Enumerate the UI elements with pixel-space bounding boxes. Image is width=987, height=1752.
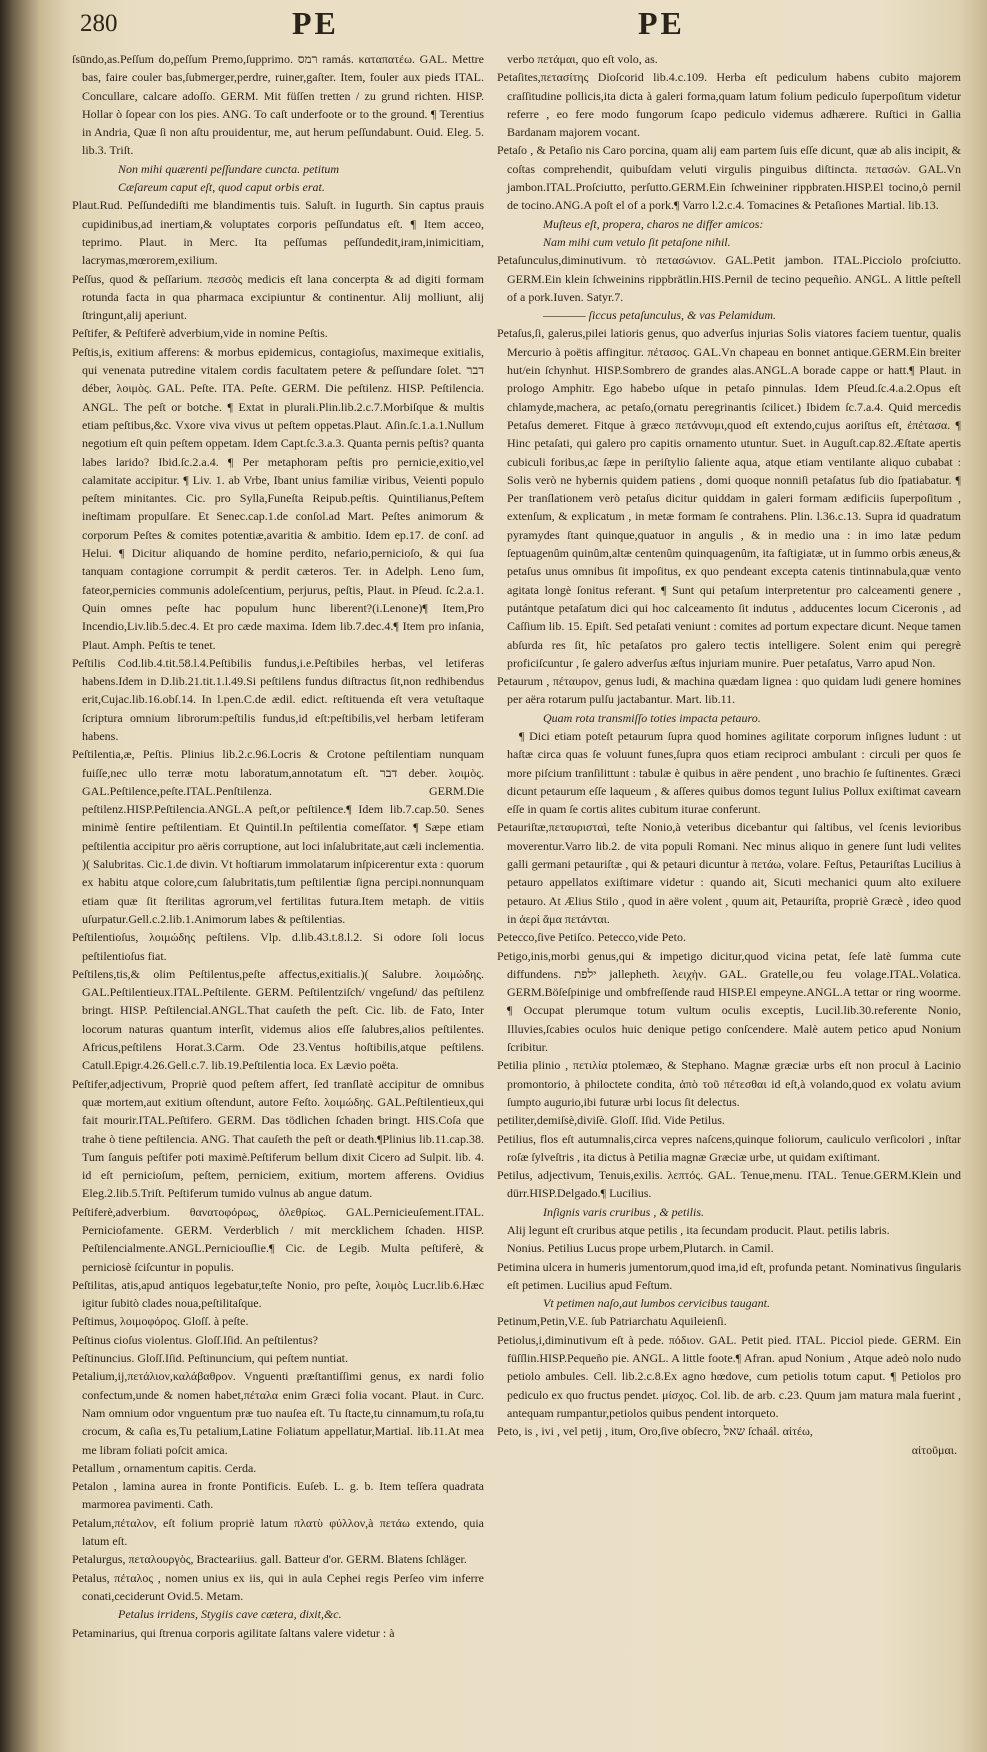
dictionary-entry: Petimina ulcera in humeris jumentorum,quod ima,id eſt, profunda petant. Nominativus ſingularis eſt petimen. Lucilius apud Feſtum. [497, 1259, 961, 1292]
verse-line: Petalus irridens, Stygiis cave cætera, dixit,&c. [118, 1607, 342, 1622]
verse-line: Inſignis varis cruribus , & petilis. [543, 1204, 705, 1219]
page-number: 280 [80, 10, 118, 37]
dictionary-entry: Peſtifer, & Peſtiferè adverbium,vide in nomine Peſtis. [72, 326, 328, 341]
dictionary-entry: Petalus, πέταλος , nomen unius ex iis, qui in aula Cephei regis Perſeo vim inferre conati,ceciderunt Ovid.5. Metam. [72, 1570, 484, 1603]
dictionary-entry: Petaſites,πετασίτης Dioſcorid lib.4.c.109. Herba eſt pediculum habens cubito majorem craſſitudine pollicis,ita dicta à galeri forma,quam latum folium pediculo ſuperpoſitum videtur referre , eo fere modo fungorum ſcapo pediculo videmus adhærere. Ruſtici in Gallia Bardanam majorem vocant. [497, 70, 961, 140]
verse-line: Nam mihi cum vetulo ſit petaſone nihil. [543, 234, 731, 249]
dictionary-entry: Peſtis,is, exitium afferens: & morbus epidemicus, contagioſus, maximeque exitialis, qui venenata putredine vitalem cordis facultatem petere & peſſundare ſolet. דבר déber, λοιμὸς. GAL. Peſte. ITA. Peſte. GERM. Die peſtilenz. HISP. Peſtilencia. ANGL. The peſt or botche. ¶ Extat in plurali.Plin.lib.2.c.7.Morbiſque & multis etiam peſtibus,&c. Vxore viva vivus ut peſtem oppetas.Plaut. Aſin.ſc.1.a.1.Nullum negotium eſt quin peſtem oppetam. Idem Capt.ſc.3.a.3. Quanta pernis peſtis? quanta labes larido? Ibid.ſc.2.a.4. ¶ Per metaphoram peſtis pro pernicie,exitio,vel calamitate accipitur. ¶ Liv. 1. ab Vrbe, Ibant unius familiæ viribus, Veienti populo peſtem minitantes. Cic. pro Sylla,Funeſta Reipub.peſtis. Quintilianus,Peſtem ineſtimam propulſare. Et Senec.cap.1.de conſol.ad Mart. Peſtes animorum & corporum Peſtes & comites potentiæ,avaritia & ambitio. Idem ep.17. de conſ. ad Helui. ¶ Dicitur aliquando de homine perdito, nefario,pernicioſo, & qui ſua tanquam contagione corrumpit & perdit cæteros. Ter. in Adelph. Leno ſum, fateor,pernicies communis adoleſcentium, perjurus, peſtis, Plaut. in Pſeud. ſc.2.a.1. Quin omnes peſte hac populum hunc liberent?(i.Lenone)¶ Item,Pro Incendio,Liv.lib.5.dec.4. Et pro cæde maxima. Idem lib.7.dec.4.¶ Item pro inſania, Plaut. Amph. Peſtis te tenet. [72, 344, 484, 652]
dictionary-entry: Plaut.Rud. Peſſundediſti me blandimentis tuis. Saluſt. in Iugurth. Sin captus prauis cupidinibus,ad inertiam,& voluptates corporis peſſundatus eſt. ¶ Item acceo, teprimo. Plaut. in Merc. Ita peſſumas peſſundedit,iram,inimicitiam, lacrymas,mœrorem,exilium. [72, 198, 484, 268]
dictionary-entry: αἰτοῦμαι. [911, 1442, 957, 1457]
verse-line: Non mihi quærenti peſſundare cuncta. petitum [118, 161, 340, 176]
dictionary-entry: Peſtiferè,adverbium. θανατοφόρως, ὀλεθρίως. GAL.Pernicieuſement.ITAL. Perniciofamente. GERM. Verderblich / mit mercklichem ſchaden. HISP. Peſtilencialmente.ANGL.Perniciouſlie.¶ Cic. de Legib. Multa peſtiferè, & perniciosè ſciſcuntur in populis. [72, 1204, 484, 1274]
dictionary-entry: Petilia plinio , πετιλία ptolemæo, & Stephano. Magnæ græciæ urbs eſt non procul à Lacinio promontorio, à philoctete condita, ἀπὸ τοῦ πέτεσθαι id eſt,à volando,quod ex volatu avium ſumpto augurio,ibi futuræ urbi locus ſit delectus. [497, 1058, 961, 1109]
dictionary-entry: Petecco,ſive Petiſco. Petecco,vide Peto. [497, 930, 686, 945]
dictionary-entry: Petalium,ij,πετάλιον,καλάβαθρον. Vnguenti præſtantiſſimi genus, ex nardi folio confectum,unde & nomen habet,πέταλα enim Græci folia vocant. Plaut. in Curc. Nam omnium odor vnguentum præ tuo nauſea eſt. Tu ſtacte,tu cinnamum,tu roſa,tu crocum, & caſia es,Tu petalium,Latine Foliatum appellatur,Martial. lib.11.At mea me libram foliati poſcit amica. [72, 1369, 484, 1457]
verse-line: Vt petimen naſo,aut lumbos cervicibus taugant. [543, 1296, 770, 1311]
verse-line: Muſteus eſt, propera, charos ne differ amicos: [543, 216, 764, 231]
dictionary-entry: Petigo,inis,morbi genus,qui & impetigo dicitur,quod vicina petat, ſeſe latè ſumma cute diffundens. ילפת jallepheth. λειχὴν. GAL. Gratelle,ou feu volage.ITAL.Volatica. GERM.Böſeſpinige und ombfreſſende raud HISP.El empeyne.ANGL.A tettar or ring woorme. ¶ Occupat plerumque totum vultum oculis exceptis, Lucil.lib.30.referente Nonio, Illuvies,ſcabies oculos huic denique petigo conſcendere. Malè autem petico apud Nonium ſcribitur. [497, 948, 961, 1055]
dictionary-entry: Petalum,πέταλον, eſt folium propriè latum πλατὺ φύλλον,à πετάω extendo, quia latum eſt. [72, 1515, 484, 1549]
dictionary-entry: petiliter,demiſsè,diviſè. Gloſſ. Iſid. Vide Petilus. [497, 1113, 725, 1128]
dictionary-entry: Petalon , lamina aurea in fronte Pontificis. Euſeb. L. g. b. Item teſſera quadrata marmorea pavimenti. Cath. [72, 1479, 484, 1512]
dictionary-entry: Alij legunt eſt cruribus atque petilis , ita ſecundam producit. Plaut. petilis labris. [507, 1223, 890, 1237]
dictionary-entry: ſsūndo,as.Peſſum do,peſſum Premo,ſupprimo. רמס ramás. καταπατέω. GAL. Mettre bas, faire couler bas,ſubmerger,perdre, ruiner,gaſter. Item, fouler aux pieds ITAL. Concullare, calcare adoſſo. GERM. Mit füſſen tretten / zu grund richten. HISP. Hollar ò ſopear con los pies. ANG. To caſt underfoote or to the ground. ¶ Terentius in Andria, Quæ ſi non aſtu prouidentur, me, aut herum peſſundabunt. Ouid. Eleg. 5. lib.3. Triſt. [72, 52, 484, 158]
dictionary-entry: Petinum,Petin,V.E. ſub Patriarchatu Aquileienſi. [497, 1314, 727, 1329]
dictionary-entry: Peſtinuncius. Gloſſ.Iſid. Peſtinuncium, qui peſtem nuntiat. [72, 1351, 348, 1366]
dictionary-entry: Peſtilentioſus, λοιμώδης peſtilens. Vlp. d.lib.43.t.8.l.2. Si odore ſoli locus peſtilentioſus fiat. [72, 930, 484, 963]
dictionary-entry: Peſtilens,tis,& olim Peſtilentus,peſte affectus,exitialis.)( Salubre. λοιμώδης. GAL.Peſtilentieux.ITAL.Peſtilente. GERM. Peſtilentziſch/ vngeſund/ das peſtilenz bringt. HISP. Peſtilencial.ANGL.That cauſeth the peſt. Cic. lib. de Fato, Inter locorum naturas quantum interſit, videmus alios eſſe ſalubres,alios peſtilentes. Africus,peſtilens Horat.3.Carm. Ode 23.Ventus hoſtibilis,atque peſtilens. Catull.Epigr.4.26.Gell.c.7. lib.19.Peſtilentia loca. Ex Lævio poëta. [72, 966, 484, 1073]
dictionary-entry: Peſtilitas, atis,apud antiquos legebatur,teſte Nonio, pro peſte, λοιμὸς Lucr.lib.6.Hæc igitur ſubitò clades noua,peſtilitaſque. [72, 1277, 484, 1311]
running-head-left: PE [292, 5, 339, 41]
dictionary-entry: Peſſus, quod & peſſarium. πεσσὸς medicis eſt lana concerpta & ad digiti formam rotunda facta in qua pharmaca excipiuntur & continentur. Alij molliunt, alij ſtringunt,alij aperiunt. [72, 271, 484, 323]
verse-line: Cæſareum caput eſt, quod caput orbis erat. [118, 180, 325, 195]
dictionary-entry: Peſtilis Cod.lib.4.tit.58.l.4.Peſtibilis fundus,i.e.Peſtibiles herbas, vel letiferas habens.Idem in D.lib.21.tit.1.l.49.Si peſtilens fundus diſtractus ſit,non redhibendus erit,Cujac.lib.16.obſ.14. In l.pen.C.de ædil. edict. reſtituenda eſt vera vetuſtaque ſcriptura omnium librorum:peſtilis fundus,id eſt:peſtibilis,vel herbam letiferam habens. [72, 655, 484, 743]
dictionary-entry: Peſtinus cioſus violentus. Gloſſ.Iſid. An peſtilentus? [72, 1332, 318, 1347]
running-head-right: PE [638, 5, 685, 41]
dictionary-entry: Petaſus,ſi, galerus,pilei latioris genus, quo adverſus injurias Solis viatores faciem tuentur, qualis Mercurio à poëtis affingitur. πέτασος. GAL.Vn chapeau en bonnet antique.GERM.Ein breiter hut/ein ſchynhut. HISP.Sombrero de grandes alas.ANGL.A borade cappe or hatt.¶ Plaut. in prologo Amphitr. Ego habebo uſque in petaſo pinnulas. Idem Pſeud.ſc.4.a.2.Opus eſt chlamyde,machera, ac petaſo,(ornatu peregrinantis ſcilicet.) Ibidem ſc.7.a.4. Quid mercedis Petaſus demeret. Fitque à græco πετάννυμι,quod eſt extendo,cujus aoriſtus eſt, ἐπέτασα. ¶ Hinc petaſati, qui galero pro capitis ornamento utuntur. Suet. in Auguſt.cap.82.Æſtate apertis cubiculi foribus,ac ſæpe in periſtylio ſaliente aqua, atque etiam ventilante aliquo cubabat : Solis verò ne hybernis quidem patiens , domi quoque nonniſi petaſatus ſub dio ſpatiabatur. ¶ Per tranſlationem verò petaſus dicitur quiddam in galeri formam ædificiis ſuperpoſitum , extenſum, & explicatum , in metæ formam ſe contrahens. Plin. l.36.c.13. Supra id quadratum pyramydes ſtant quinque,quatuor in angulis , & in medio una : in imo latæ pedum ſeptuagenûm quinûm,altæ centenûm quinquagenûm, ita faſtigiatæ, ut in ſummo orbis æneus,& petaſus unus omnibus ſit impoſitus, ex quo pendeant excepta catenis tintinnabula,quæ vento agitata longè ſonitus referant. ¶ Sunt qui petaſum interpretentur pro calceamenti genere , putántque petaſatum dici qui hoc calceamento ſit indutus , adducentes locum Ciceronis , ad Caſſium lib. 15. Epiſt. Sed petaſati veniunt : comites ad portum expectare dicunt. Neque tamen abſurda res ſit, hîc petaſatos pro galero tectis intelligere. Solent enim qui peregrè proficiſcuntur , ſe galero adverſus æſtus injuriam munire. Puer petaſatus, Varro apud Non. [497, 326, 961, 670]
right-column [497, 50, 961, 1742]
dictionary-entry: Peto, is , ivi , vel petij , itum, Oro,ſive obſecro, שאל ſchaál. αἰτέω, [497, 1424, 813, 1439]
dictionary-entry: Petilus, adjectivum, Tenuis,exilis. λεπτός. GAL. Tenue,menu. ITAL. Tenue.GERM.Klein und dürr.HISP.Delgado.¶ Lucilius. [497, 1168, 961, 1201]
dictionary-entry: verbo πετάμαι, quo eſt volo, as. [507, 52, 658, 66]
dictionary-entry: Petallum , ornamentum capitis. Cerda. [72, 1460, 257, 1475]
dictionary-entry: Peſtifer,adjectivum, Propriè quod peſtem affert, ſed tranſlatè accipitur de omnibus quæ mortem,aut exitium oſtendunt, autore Feſto. λοιμώδης. GAL.Peſtilentieux,qui fait mourir.ITAL.Peſtifero. GERM. Das tödlichen ſchaden bringt. HIS.Coſa que trahe ò tiene peſtilencia. ANG. That cauſeth the peſt or death.¶Plinius lib.11.cap.38. Tum ſanguis peſtifer poti maximè.Peſtiferum bellum dixit Cicero ad Sulpit. lib. 4. id eſt pernicioſum, peſtem, perniciem, exitium, mortem afferens. Ovidius Eleg.2.lib.5.Triſt. Peſtiferum tumido vulnus ab angue datum. [72, 1076, 484, 1201]
dictionary-entry: Nonius. Petilius Lucus prope urbem,Plutarch. in Camil. [507, 1241, 774, 1256]
dictionary-entry: Petiolus,i,diminutivum eſt à pede. πόδιον. GAL. Petit pied. ITAL. Picciol piede. GERM. Ein füſſlin.HISP.Pequeño pie. ANGL. A little foote.¶ Afran. apud Nonium , Atque adeò nolo nudo petiolo ambules. Cell. lib.2.c.8.Ex agno hœdove, cum petiolis totum caput. ¶ Petiolos pro pediculo ex quo fructus pendet. μίσχος. Col. lib. de arb. c.23. Quum jam matura mala fuerint , antequam rumpantur,petiolos quibus pendent intorqueto. [497, 1332, 961, 1420]
verse-line: Quam rota transmiſſo toties impacta petauro. [543, 710, 761, 725]
left-column [72, 50, 484, 1742]
dictionary-entry: Petilius, flos eſt autumnalis,circa vepres naſcens,quinque foliorum, cauliculo verſicolori , inſtar roſæ ſylveſtris , ita dictus à Petilia magnæ Græciæ urbe, ut quidam exiſtimant. [497, 1131, 961, 1164]
dictionary-entry: Petaſunculus,diminutivum. τὸ πετασώνιον. GAL.Petit jambon. ITAL.Picciolo proſciutto. GERM.Ein klein ſchweinins rippbrätlin.HIS.Pernil de tecino pequeñio. ANGL. A little peſtell of a pork.Iuven. Satyr.7. [497, 253, 961, 304]
dictionary-entry: Petaminarius, qui ſtrenua corporis agilitate ſaltans valere videtur : à [72, 1625, 395, 1640]
dictionary-entry: Petauriſtæ,πεταυρισταὶ, teſte Nonio,à veteribus dicebantur qui ſaltibus, vel ſcenis levioribus moverentur.Varro lib.2. de vita populi Romani. Nec minus aliquo in genere ſunt ludi velites galli germani petauriſtæ , qui & petauri dicuntur à πετάω, volare. Feſtus, Petauriſtas Lucilius à petauro appellatos exiſtimare videtur : quando ait, Sicuti mechanici quum alto exiluere petauro. At Ælius Stilo , quod in aëre volent , quum ait, Petauriſta, propriè Græcè , ideo quod in ἀερί ἅμα πετάνται. [497, 820, 961, 926]
dictionary-entry: Petaurum , πέταυρον, genus ludi, & machina quædam lignea : quo quidam ludi genere homines per aëra rotarum pulſu jactabantur. Mart. lib.11. [497, 674, 961, 707]
verse-line: ———— ſiccus petaſunculus, & vas Pelamidum. [543, 308, 776, 323]
dictionary-entry: Petalurgus, πεταλουργὸς, Bracteariius. gall. Batteur d'or. GERM. Blatens ſchläger. [72, 1552, 467, 1567]
dictionary-entry: Petaſo , & Petaſio nis Caro porcina, quam alij eam partem ſuis eſſe dicunt, quæ ab alis incipit, & coſtas comprehendit, quibuſdam veluti virgulis pinguibus diſtincta. πετασών. GAL.Vn jambon.ITAL.Proſciutto, perſutto.GERM.Ein ſchweininer rippbraten.HISP.El tocino,ò pernil de tocino.ANG.A poſt el of a pork.¶ Varro l.2.c.4. Tomacines & Petaſiones Martial. lib.13. [497, 143, 961, 213]
dictionary-entry: ¶ Dici etiam poteſt petaurum ſupra quod homines agilitate corporum inſignes ludunt : ut haſtæ circa quas ſe voluunt funes,ſupra quos etiam reciproci ambulant : circuli per quos ſe more piſcium tranſilittunt : tabulæ è quibus in aëre pendent , uno brachio ſe ſuſtinentes. Græci dicunt petaurum eſſe laqueum , & aſſeres quibus domos tegunt Iulius Pollux exiſtimat cavearn eſſe in quam ſe cortis alites cubitum iturae conferunt. [507, 728, 961, 817]
dictionary-entry: Peſtilentia,æ, Peſtis. Plinius lib.2.c.96.Locris & Crotone peſtilentiam nunquam fuiſſe,nec ullo terræ motu laboratum,annotatum eſt. דבר deber. λοιμὸς. GAL.Peſtilence,peſte.ITAL.Penſtilenza. GERM.Die peſtilenz.HISP.Peſtilencia.ANGL.A peſt,or peſtilence.¶ Idem lib.7.cap.50. Senes minimè ſentire peſtilentiam. Et Quintil.In peſtilentia comeſſator. ¶ Sæpe etiam peſtilentia accipitur pro aëris corruptione, aut loci inſalubritate,aut cæli inclementia. )( Salubritas. Cic.1.de divin. Vt hoſtiarum immolatarum inſpicerentur exta : quorum ex habitu atque colore,cum ſalubritatis,tum peſtilentiæ ſigna percipi.nonnunquam etiam quæ ſit ſterilitas agrorum,vel fertilitas futura.Item metaph. de vitiis uſurpatur.Gell.c.2.lib.1.Animorum labes & peſtilentias. [72, 747, 484, 926]
dictionary-entry: Peſtimus, λοιμοφόρος. Gloſſ. à peſte. [72, 1314, 249, 1329]
